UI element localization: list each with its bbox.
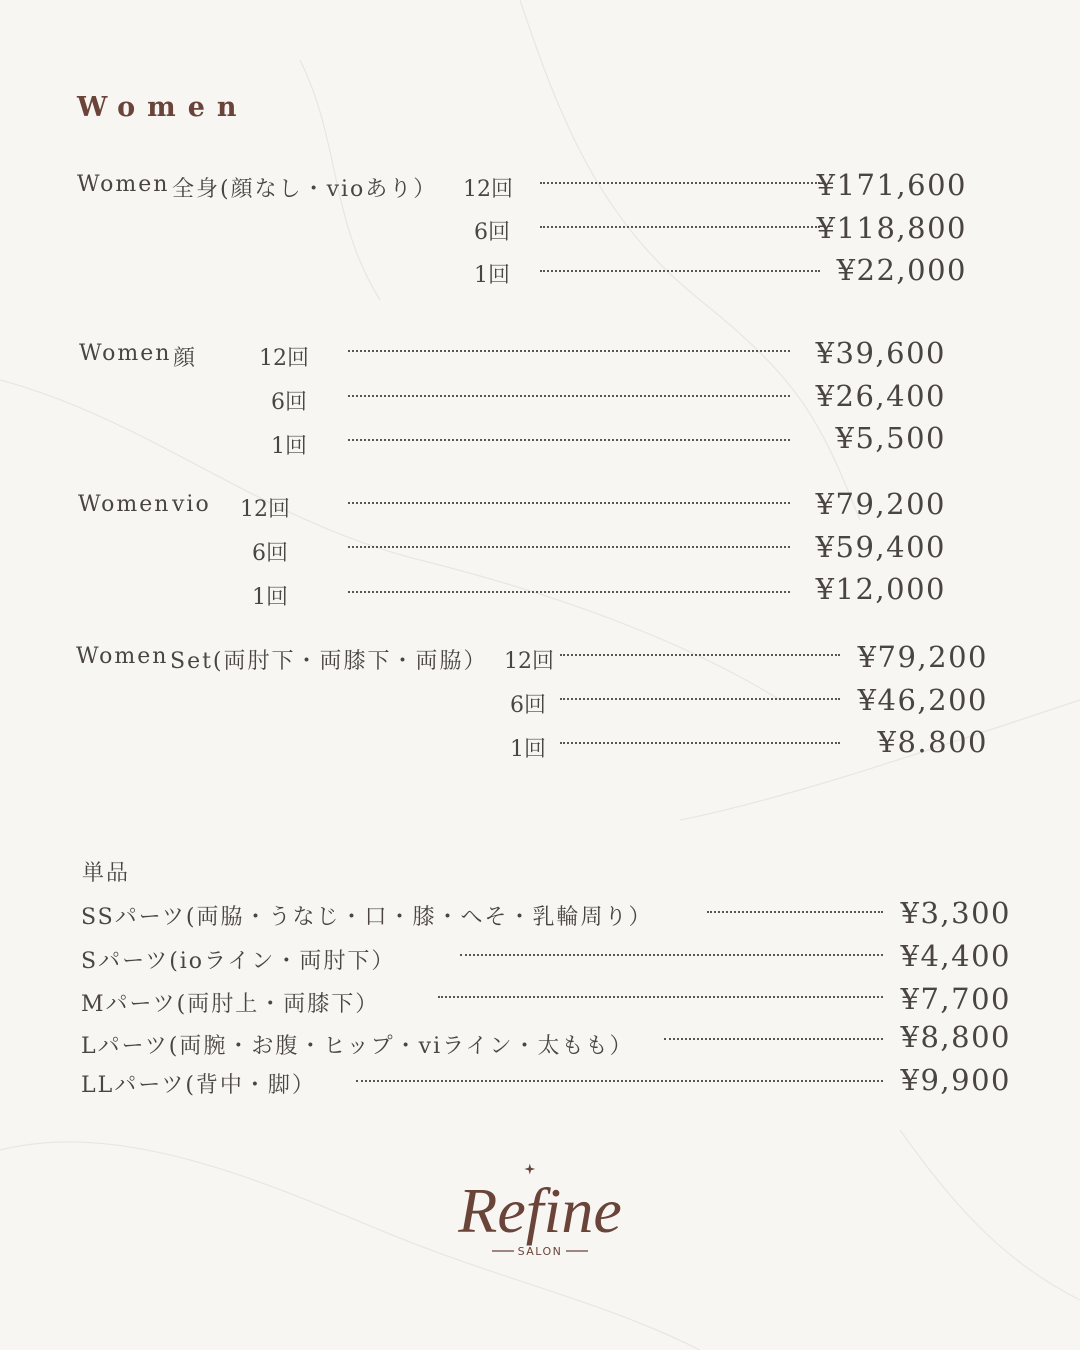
leader-dots bbox=[348, 395, 790, 397]
price: ¥5,500 bbox=[835, 421, 946, 455]
leader-dots bbox=[560, 654, 840, 656]
session-count: 6回 bbox=[252, 541, 288, 566]
session-count: 12回 bbox=[240, 497, 290, 522]
single-item-label: Sパーツ(ioライン・両肘下） bbox=[81, 949, 396, 974]
price: ¥8,800 bbox=[900, 1020, 1011, 1054]
logo-subtitle: SALON bbox=[517, 1245, 563, 1258]
single-item-label: Lパーツ(両腕・お腹・ヒップ・viライン・太もも） bbox=[81, 1034, 634, 1059]
session-count: 1回 bbox=[252, 585, 288, 610]
price: ¥12,000 bbox=[815, 572, 946, 606]
group-label: Women bbox=[76, 644, 169, 669]
price: ¥118,800 bbox=[816, 211, 967, 245]
leader-dots bbox=[540, 226, 820, 228]
price: ¥59,400 bbox=[815, 530, 946, 564]
price: ¥4,400 bbox=[900, 939, 1011, 973]
leader-dots bbox=[356, 1080, 883, 1082]
refine-salon-logo bbox=[420, 1160, 660, 1275]
leader-dots bbox=[460, 954, 883, 956]
price: ¥79,200 bbox=[815, 487, 946, 521]
leader-dots bbox=[348, 439, 790, 441]
session-count: 6回 bbox=[474, 220, 510, 245]
price: ¥22,000 bbox=[836, 253, 967, 287]
leader-dots bbox=[560, 742, 840, 744]
section-title: Women bbox=[77, 92, 249, 123]
price: ¥171,600 bbox=[816, 168, 967, 202]
group-name: Set(両肘下・両膝下・両脇） bbox=[170, 649, 488, 674]
group-label: Women bbox=[78, 492, 171, 517]
leader-dots bbox=[664, 1038, 883, 1040]
price: ¥8.800 bbox=[877, 725, 988, 759]
leader-dots bbox=[348, 591, 790, 593]
leader-dots bbox=[540, 270, 820, 272]
single-title: 単品 bbox=[82, 861, 131, 886]
price: ¥9,900 bbox=[900, 1063, 1011, 1097]
session-count: 12回 bbox=[463, 177, 513, 202]
leader-dots bbox=[438, 996, 883, 998]
leader-dots bbox=[348, 502, 790, 504]
leader-dots bbox=[707, 911, 883, 913]
single-item-label: LLパーツ(背中・脚） bbox=[81, 1073, 316, 1098]
single-item-label: SSパーツ(両脇・うなじ・口・膝・へそ・乳輪周り） bbox=[81, 905, 653, 930]
session-count: 6回 bbox=[271, 390, 307, 415]
price: ¥3,300 bbox=[900, 896, 1011, 930]
price: ¥39,600 bbox=[815, 336, 946, 370]
leader-dots bbox=[348, 350, 790, 352]
group-label: Women bbox=[79, 341, 172, 366]
price: ¥46,200 bbox=[857, 683, 988, 717]
group-name: 全身(顔なし・vioあり） bbox=[172, 177, 438, 202]
session-count: 1回 bbox=[510, 737, 546, 762]
price: ¥26,400 bbox=[815, 379, 946, 413]
session-count: 12回 bbox=[259, 346, 309, 371]
session-count: 1回 bbox=[271, 434, 307, 459]
session-count: 1回 bbox=[474, 263, 510, 288]
group-name: vio bbox=[172, 492, 211, 517]
single-item-label: Mパーツ(両肘上・両膝下） bbox=[81, 992, 380, 1017]
group-name: 顔 bbox=[173, 346, 198, 371]
leader-dots bbox=[560, 698, 840, 700]
leader-dots bbox=[540, 182, 820, 184]
group-label: Women bbox=[77, 172, 170, 197]
leader-dots bbox=[348, 546, 790, 548]
session-count: 6回 bbox=[510, 693, 546, 718]
price: ¥7,700 bbox=[900, 982, 1011, 1016]
logo-wordmark: Refine bbox=[458, 1175, 622, 1246]
price: ¥79,200 bbox=[857, 640, 988, 674]
session-count: 12回 bbox=[504, 649, 554, 674]
